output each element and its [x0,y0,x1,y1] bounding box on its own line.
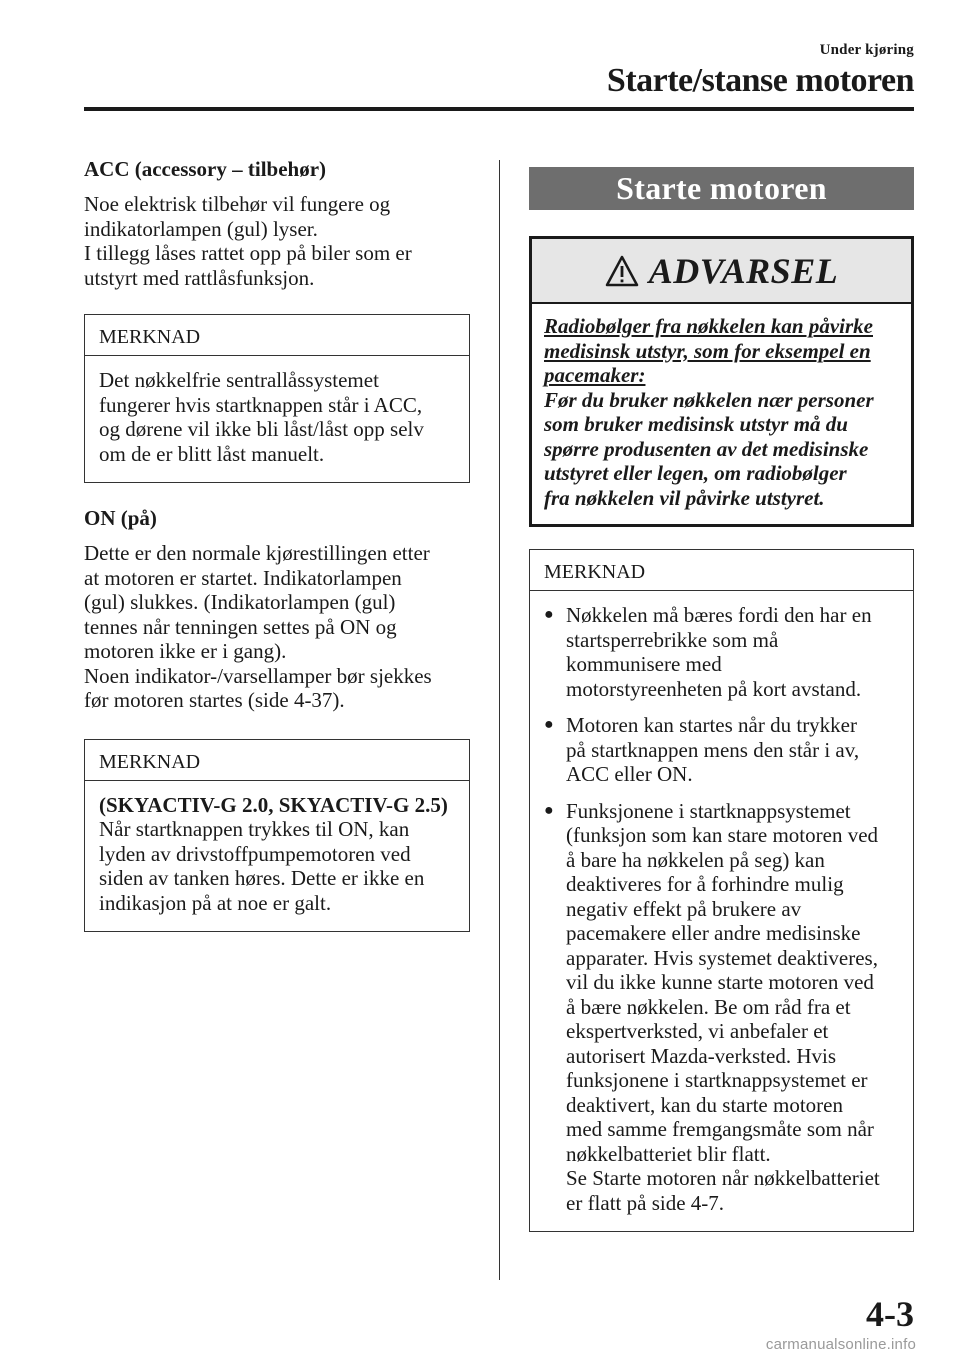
note-box-start [529,549,914,1232]
warning-line: spørre produsenten av det medisinske [544,436,869,461]
note-box-keyless [84,314,470,483]
acc-line: utstyrt med rattlåsfunksjon. [84,265,315,290]
warning-line: som bruker medisinsk utstyr må du [544,412,848,436]
list-item [544,603,899,701]
warning-line: Før du bruker nøkkelen nær personer [544,387,874,412]
bullet-line: Se Starte motoren når nøkkelbatteriet [566,1166,880,1190]
column-divider [499,160,500,1280]
bullet-line: Funksjonene i startknappsystemet [566,798,851,823]
warning-box [529,236,914,527]
bullet-line: deaktivert, kan du starte motoren [566,1092,843,1117]
bullet-line: Nøkkelen må bæres fordi den har en [566,603,872,627]
acc-paragraph [84,192,470,290]
section-banner: Starte motoren [529,167,914,210]
bullet-line: (funksjon som kan stare motoren ved [566,823,879,847]
warning-line: utstyret eller legen, om radiobølger [544,461,847,485]
note-line: Når startknappen trykkes til ON, kan [99,817,410,841]
bullet-line: funksjonene i startknappsystemet er [566,1068,868,1092]
note-line: fungerer hvis startknappen står i ACC, [99,392,423,417]
bullet-line: kommunisere med [566,652,722,676]
bullet-line: å bare ha nøkkelen på seg) kan [566,847,825,872]
bullet-line: negativ effekt på brukere av [566,896,802,921]
on-line: motoren ikke er i gang). [84,639,287,663]
note-label: MERKNAD [85,740,469,781]
acc-line: Noe elektrisk tilbehør vil fungere og [84,192,391,216]
warning-underlined-line: Radiobølger fra nøkkelen kan påvirke [544,314,873,338]
bullet-line: nøkkelbatteriet blir flatt. [566,1141,771,1166]
note-line: om de er blitt låst manuelt. [99,441,325,466]
section-title: Under kjøring [819,42,914,58]
bullet-line: autorisert Mazda-verksted. Hvis [566,1043,836,1068]
on-line: (gul) slukkes. (Indikatorlampen (gul) [84,590,396,614]
warning-label: ADVARSEL [648,250,839,291]
bullet-line: på startknappen mens den står i av, [566,737,860,762]
list-item [544,799,899,1216]
bullet-line: deaktiveres for å forhindre mulig [566,872,844,896]
watermark: carmanualsonline.info [765,1336,916,1353]
note-line: siden av tanken høres. Dette er ikke en [99,866,425,890]
bullet-line: motorstyreenheten på kort avstand. [566,676,862,701]
bullet-line: å bære nøkkelen. Be om råd fra et [566,994,851,1019]
note-body [530,591,913,1231]
note-line: lyden av drivstoffpumpemotoren ved [99,841,411,866]
bullet-line: med samme fremgangsmåte som når [566,1117,874,1141]
page-title: Starte/stanse motoren [606,62,914,99]
warning-underlined-line: pacemaker: [544,363,646,387]
bullet-icon: ● [544,606,554,623]
warning-body [532,304,911,524]
note-box-fuel-pump [84,739,470,933]
on-line: tennes når tenningen settes på ON og [84,614,397,639]
page-number: 4-3 [866,1294,914,1334]
note-line: indikasjon på at noe er galt. [99,890,332,915]
note-label: MERKNAD [85,315,469,356]
bullet-line: pacemakere eller andre medisinske [566,921,861,945]
list-item [544,713,899,787]
acc-line: indikatorlampen (gul) lyser. [84,216,318,241]
note-body [85,781,469,932]
warning-triangle-icon [605,255,639,287]
bullet-line: vil du ikke kunne starte motoren ved [566,970,874,994]
warning-underlined-line: medisinsk utstyr, som for eksempel en [544,338,871,363]
on-line: Dette er den normale kjørestillingen etter [84,541,430,565]
acc-heading: ACC (accessory – tilbehør) [84,157,327,181]
warning-header [532,239,911,304]
note-line: Det nøkkelfrie sentrallåssystemet [99,368,379,392]
on-heading: ON (på) [84,506,157,530]
left-column [84,156,470,932]
bullet-line: ACC eller ON. [566,762,693,786]
note-bold-line: (SKYACTIV-G 2.0, SKYACTIV-G 2.5) [99,792,448,817]
bullet-line: apparater. Hvis systemet deaktiveres, [566,945,878,970]
bullet-line: er flatt på side 4-7. [566,1190,725,1215]
bullet-line: startsperrebrikke som må [566,627,779,652]
right-column [529,167,914,1232]
warning-line: fra nøkkelen vil påvirke utstyret. [544,485,825,510]
on-line: før motoren startes (side 4-37). [84,688,345,712]
bullet-icon: ● [544,801,554,819]
header-rule [84,107,914,111]
note-body [85,356,469,482]
note-label: MERKNAD [530,550,913,591]
bullet-line: ekspertverksted, vi anbefaler et [566,1019,829,1043]
on-paragraph [84,541,470,713]
bullet-line: Motoren kan startes når du trykker [566,713,857,737]
acc-line: I tillegg låses rattet opp på biler som er [84,241,412,265]
bullet-icon: ● [544,716,554,733]
on-line: at motoren er startet. Indikatorlampen [84,565,402,590]
note-line: og dørene vil ikke bli låst/låst opp selv [99,417,424,441]
on-line: Noen indikator-/varsellamper bør sjekkes [84,663,432,688]
